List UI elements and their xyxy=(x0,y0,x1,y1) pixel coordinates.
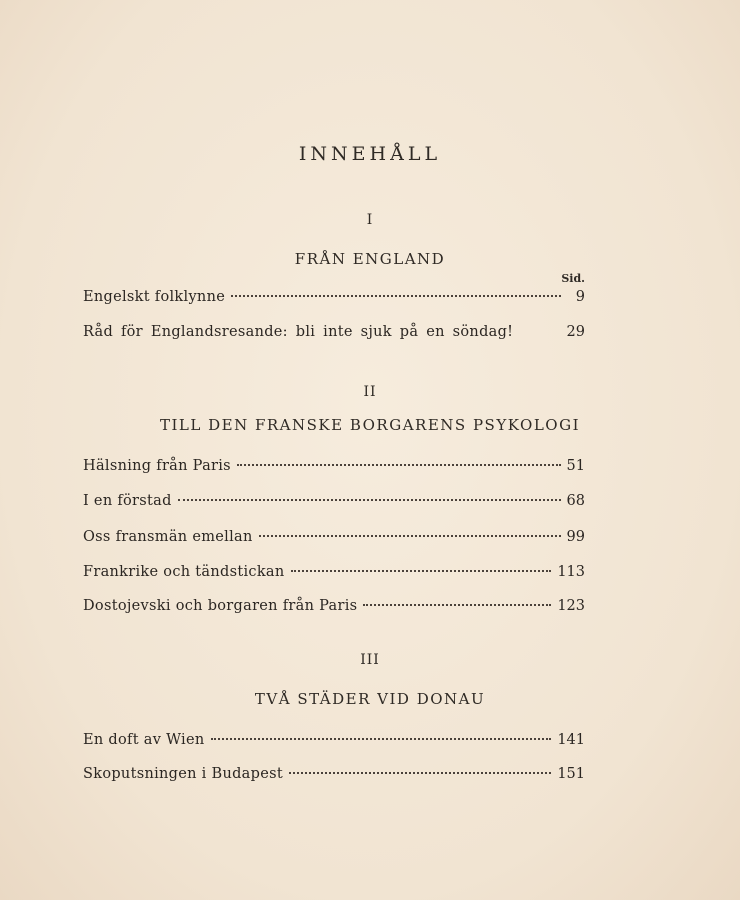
part-1-title: FRÅN ENGLAND xyxy=(294,250,446,268)
entry-title: Oss fransmän emellan xyxy=(83,529,253,545)
dot-leader xyxy=(178,498,561,501)
toc-entry xyxy=(83,493,585,515)
toc-entry xyxy=(83,598,585,620)
toc-entry xyxy=(83,458,585,480)
page-column-label: Sid. xyxy=(561,272,585,285)
toc-entry xyxy=(83,324,585,346)
entry-title: Frankrike och tändstickan xyxy=(83,564,285,580)
part-1-number: I xyxy=(366,212,374,228)
entry-page: 9 xyxy=(575,289,585,305)
dot-leader xyxy=(289,771,551,774)
dot-leader xyxy=(211,737,552,740)
toc-entry xyxy=(83,766,585,788)
entry-page: 51 xyxy=(566,458,585,474)
page-title: INNEHÅLL xyxy=(298,143,442,165)
entry-title: Råd för Englandsresande: bli inte sjuk på en söndag! xyxy=(83,324,514,340)
part-2-title: TILL DEN FRANSKE BORGARENS PSYKOLOGI xyxy=(159,416,580,434)
entry-page: 151 xyxy=(557,766,585,782)
entry-page: 99 xyxy=(566,529,585,545)
toc-entry xyxy=(83,529,585,551)
dot-leader xyxy=(291,569,552,572)
toc-entry xyxy=(83,732,585,754)
entry-page: 113 xyxy=(557,564,585,580)
entry-title: Skoputsningen i Budapest xyxy=(83,766,283,782)
part-2-number: II xyxy=(363,384,377,400)
dot-leader xyxy=(237,463,561,466)
part-3-number: III xyxy=(360,652,380,668)
entry-title: Engelskt folklynne xyxy=(83,289,226,305)
entry-page: 141 xyxy=(557,732,585,748)
dot-leader xyxy=(259,534,561,537)
entry-page: 123 xyxy=(557,598,585,614)
entry-title: Dostojevski och borgaren från Paris xyxy=(83,598,358,614)
entry-page: 68 xyxy=(566,493,585,509)
entry-page: 29 xyxy=(566,324,585,340)
entry-title: I en förstad xyxy=(83,493,172,509)
dot-leader xyxy=(363,603,551,606)
entry-title: En doft av Wien xyxy=(83,732,205,748)
entry-title: Hälsning från Paris xyxy=(83,458,231,474)
dot-leader xyxy=(231,294,561,297)
toc-entry xyxy=(83,564,585,586)
part-3-title: TVÅ STÄDER VID DONAU xyxy=(254,690,486,708)
toc-entry xyxy=(83,289,585,311)
